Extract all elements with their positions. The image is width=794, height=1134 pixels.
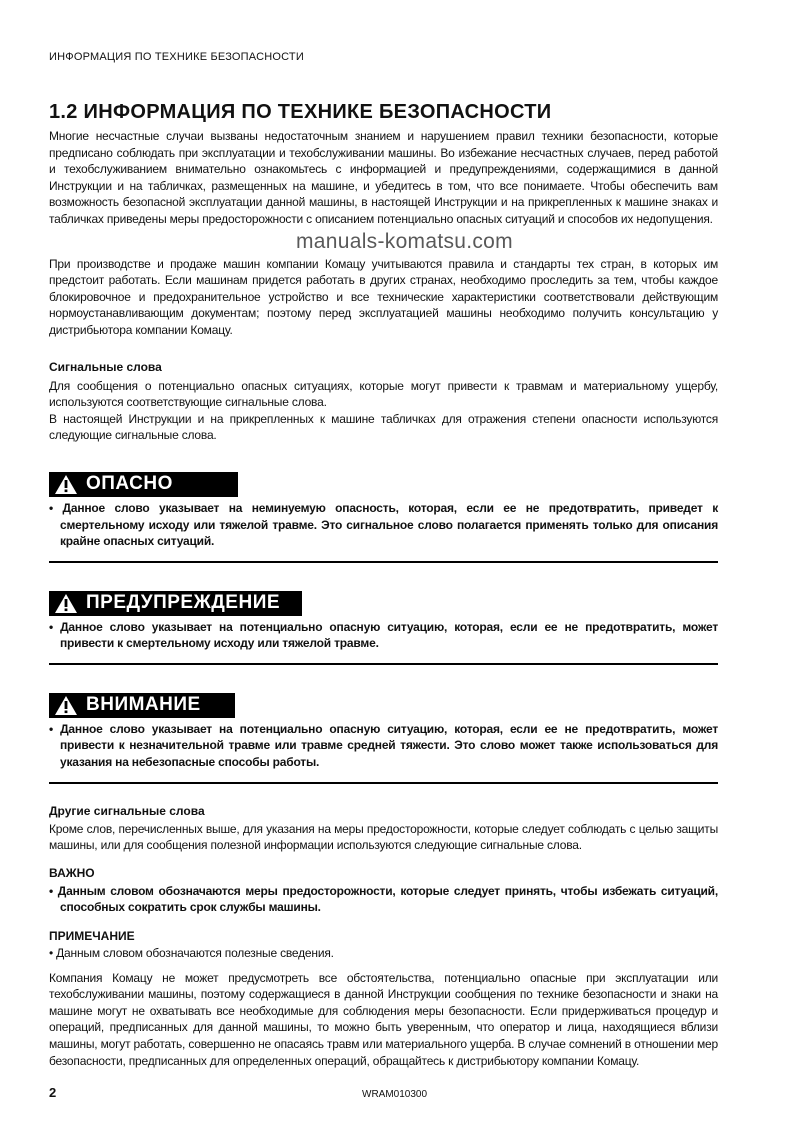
danger-description: • Данное слово указывает на неминуемую опасность, которая, если ее не предотвратить, приведет к смертельному исходу или тяжелой травме. Это сигнальное слово полагается применять только для описания крайне опасных ситуаций. [49, 500, 718, 549]
warning-label-text: ПРЕДУПРЕЖДЕНИЕ [86, 592, 281, 614]
divider [49, 663, 718, 665]
document-code: WRAM010300 [362, 1089, 428, 1101]
page-title: 1.2 ИНФОРМАЦИЯ ПО ТЕХНИКЕ БЕЗОПАСНОСТИ [49, 101, 552, 123]
page-number: 2 [49, 1085, 57, 1101]
important-label: ВАЖНО [49, 865, 95, 880]
warning-triangle-icon [55, 696, 77, 715]
page-footer [49, 1069, 718, 1100]
running-header: ИНФОРМАЦИЯ ПО ТЕХНИКЕ БЕЗОПАСНОСТИ [49, 51, 304, 63]
signal-words-text-1: Для сообщения о потенциально опасных ситуациях, которые могут привести к травмам и материальному ущербу, используются соответствующие сигнальные слова. [49, 378, 718, 410]
warning-triangle-icon [55, 475, 77, 494]
other-signal-words-text: Кроме слов, перечисленных выше, для указания на меры предосторожности, которые следует соблюдать с целью защиты машины, или для сообщения полезной информации используются следующие сигнальные слова. [49, 821, 718, 853]
closing-paragraph: Компания Комацу не может предусмотреть все обстоятельства, потенциально опасные при эксплуатации или техобслуживании машины, поэтому содержащиеся в данной Инструкции сообщения по технике безопасности и знаки на машине могут не охватывать все необходимые для соблюдения меры безопасности. Если придерживаться процедур и операций, предписанных для данной машины, то можно быть уверенным, что оператор и лица, находящиеся вблизи машины, могут работать, совершенно не опасаясь травм или материального ущерба. В случае сомнений в отношении мер безопасности, предписанных для определенных операций, обращайтесь к дистрибьютору компании Комацу. [49, 970, 718, 1068]
caution-label-text: ВНИМАНИЕ [86, 694, 201, 716]
intro-paragraph-2: При производстве и продаже машин компании Комацу учитываются правила и стандарты тех стран, в которых им предстоит работать. Если машинам придется работать в других странах, необходимо проследить за тем, чтобы каждое блокировочное и предохранительное устройство и все технические характеристики соответствовали действующим нормоустанавливающим документам; поэтому перед эксплуатацией машины необходимо получить консультацию у дистрибьютора компании Комацу. [49, 256, 718, 337]
intro-paragraph-1: Многие несчастные случаи вызваны недостаточным знанием и нарушением правил техники безопасности, которые предписано соблюдать при эксплуатации и техобслуживании машины. Во избежание несчастных случаев, перед работой и техобслуживанием внимательно ознакомьтесь с информацией и предупреждениями, содержащимися в данной Инструкции и на табличках, размещенных на машине, и убедитесь в том, что все понимаете. Чтобы обеспечить вам возможность безопасной эксплуатации данной машины, в настоящей Инструкции и на прикрепленных к машине знаках и табличках приведены меры предосторожности с описанием потенциально опасных ситуаций и способов их недопущения. [49, 129, 718, 226]
warning-label [49, 591, 302, 616]
divider [49, 561, 718, 563]
other-signal-words-heading: Другие сигнальные слова [49, 803, 205, 818]
note-description: • Данным словом обозначаются полезные сведения. [49, 946, 334, 961]
warning-description: • Данное слово указывает на потенциально опасную ситуацию, которая, если ее не предотвратить, может привести к смертельному исходу или тяжелой травме. [49, 619, 718, 651]
caution-description: • Данное слово указывает на потенциально опасную ситуацию, которая, если ее не предотвратить, может привести к незначительной травме или травме средней тяжести. Это слово может также использоваться для указания на небезопасные способы работы. [49, 721, 718, 770]
caution-label [49, 693, 235, 718]
danger-label-text: ОПАСНО [86, 473, 173, 495]
divider [49, 782, 718, 784]
note-label: ПРИМЕЧАНИЕ [49, 929, 135, 944]
important-description: • Данным словом обозначаются меры предосторожности, которые следует принять, чтобы избежать ситуаций, способных сократить срок службы машины. [49, 883, 718, 915]
watermark: manuals-komatsu.com [296, 229, 513, 253]
danger-label [49, 472, 238, 497]
warning-triangle-icon [55, 594, 77, 613]
signal-words-heading: Сигнальные слова [49, 359, 162, 374]
signal-words-text-2: В настоящей Инструкции и на прикрепленных к машине табличках для отражения степени опасности используются следующие сигнальные слова. [49, 411, 718, 443]
